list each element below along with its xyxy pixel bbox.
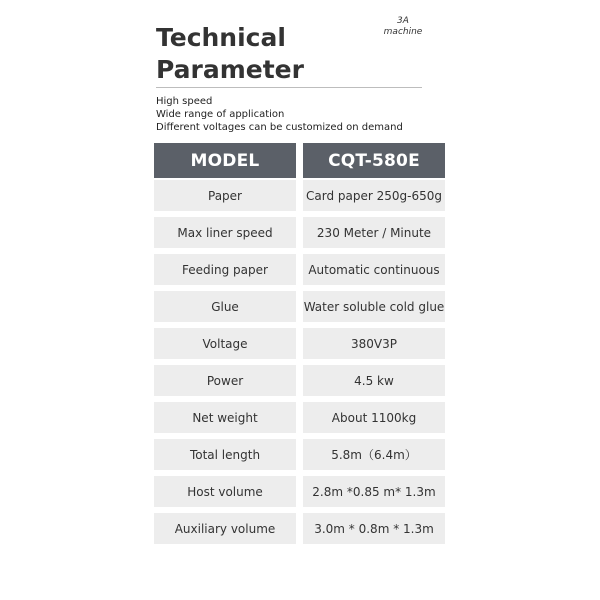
param-name: Power — [154, 365, 296, 396]
feature-item: Different voltages can be customized on demand — [156, 122, 403, 133]
divider — [156, 87, 422, 88]
brand-line-2: machine — [383, 27, 423, 37]
param-name: Net weight — [154, 402, 296, 433]
param-name: Host volume — [154, 476, 296, 507]
brand-label — [378, 16, 428, 38]
param-name: Voltage — [154, 328, 296, 359]
param-name: Feeding paper — [154, 254, 296, 285]
param-name: Total length — [154, 439, 296, 470]
brand-line-1: 3A — [397, 16, 409, 26]
param-value: About 1100kg — [303, 402, 445, 433]
feature-item: High speed — [156, 96, 213, 107]
title-line-2: Parameter — [156, 55, 304, 84]
param-value: Card paper 250g-650g — [303, 180, 445, 211]
param-value: 380V3P — [303, 328, 445, 359]
param-value: Water soluble cold glue — [303, 291, 445, 322]
param-value: 3.0m * 0.8m * 1.3m — [303, 513, 445, 544]
param-value: 230 Meter / Minute — [303, 217, 445, 248]
param-name: Max liner speed — [154, 217, 296, 248]
param-name: Glue — [154, 291, 296, 322]
feature-item: Wide range of application — [156, 109, 285, 120]
header-cell-model-value: CQT-580E — [303, 143, 445, 178]
header-cell-model: MODEL — [154, 143, 296, 178]
param-value: 5.8m（6.4m） — [303, 439, 445, 470]
page-title — [156, 22, 304, 86]
feature-list — [156, 95, 403, 134]
param-value: Automatic continuous — [303, 254, 445, 285]
param-name: Auxiliary volume — [154, 513, 296, 544]
param-value: 4.5 kw — [303, 365, 445, 396]
title-line-1: Technical — [156, 23, 286, 52]
param-name: Paper — [154, 180, 296, 211]
param-value: 2.8m *0.85 m* 1.3m — [303, 476, 445, 507]
